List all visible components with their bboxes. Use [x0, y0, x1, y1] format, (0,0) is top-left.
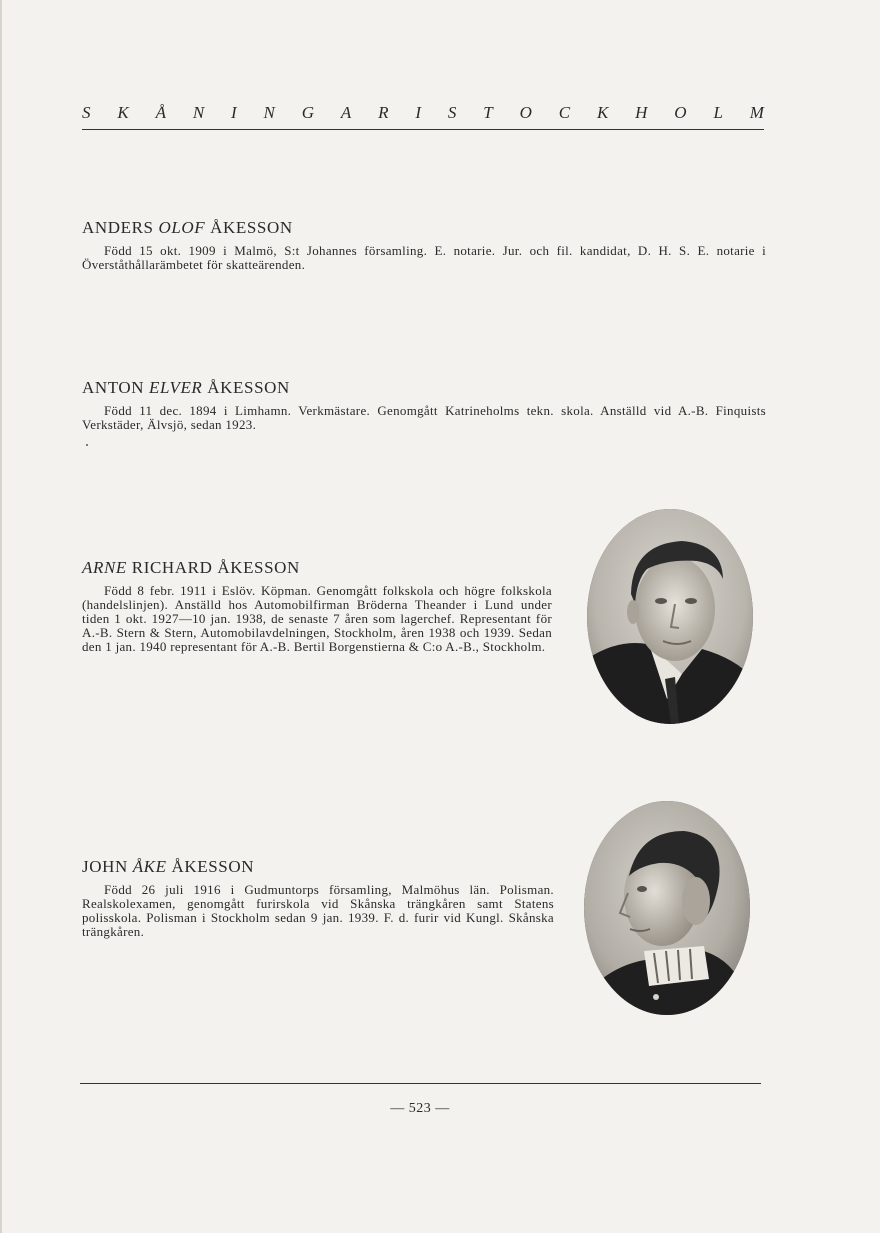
header-letter: T	[483, 103, 493, 122]
header-letter: N	[263, 103, 275, 122]
header-letter: S	[447, 103, 457, 122]
header-letter: S	[82, 103, 91, 122]
header-letter: G	[301, 103, 315, 122]
person-name: JOHN ÅKE ÅKESSON	[82, 857, 255, 876]
person-name: ARNE RICHARD ÅKESSON	[82, 558, 300, 577]
header-letter: I	[415, 103, 422, 122]
portrait-photo-arne	[587, 509, 753, 724]
header-letter: I	[231, 103, 237, 122]
running-header	[82, 103, 764, 130]
header-letter: H	[635, 103, 648, 122]
biography-entry-anton-akesson	[82, 378, 766, 432]
portrait-photo-john	[584, 801, 750, 1015]
biography-entry-anders-akesson	[82, 218, 766, 272]
person-name: ANDERS OLOF ÅKESSON	[82, 218, 293, 237]
person-name: ANTON ELVER ÅKESSON	[82, 378, 290, 397]
biography-text: Född 15 okt. 1909 i Malmö, S:t Johannes församling. E. notarie. Jur. och fil. kandidat, D. H. S. E. notarie i Överståthållarämbetet för skatteärenden.	[82, 243, 766, 272]
stray-mark	[86, 444, 88, 446]
header-letter: O	[674, 103, 687, 122]
header-letter: R	[378, 103, 389, 122]
header-letter: K	[596, 103, 609, 122]
page-number: — 523 —	[390, 1101, 450, 1116]
biography-text: Född 26 juli 1916 i Gudmuntorps församling, Malmöhus län. Polisman. Realskolexamen, genomgått furirskola vid Skånska trängkåren samt Statens polisskola. Polisman i Stockholm sedan 9 jan. 1939. F. d. furir vid Kungl. Skånska trängkåren.	[82, 882, 554, 939]
portrait-photo-arne-image	[587, 509, 753, 724]
header-letter: C	[558, 103, 571, 122]
header-letter: L	[713, 103, 723, 122]
running-header-title	[82, 103, 764, 123]
header-letter: Å	[155, 103, 166, 122]
page-edge	[0, 0, 2, 1233]
biography-entry-arne-akesson	[82, 558, 552, 654]
biography-entry-john-akesson	[82, 857, 554, 939]
header-letter: M	[749, 103, 764, 122]
header-letter: O	[519, 103, 532, 122]
header-letter: N	[192, 103, 205, 122]
footer-rule	[80, 1083, 761, 1084]
header-letter: K	[117, 103, 129, 122]
portrait-photo-john-image	[584, 801, 750, 1015]
biography-text: Född 11 dec. 1894 i Limhamn. Verkmästare. Genomgått Katrineholms tekn. skola. Anställd vid A.-B. Finquists Verkstäder, Älvsjö, sedan 1923.	[82, 403, 766, 432]
header-letter: A	[340, 103, 352, 122]
biography-text: Född 8 febr. 1911 i Eslöv. Köpman. Genomgått folkskola och högre folkskola (handelslinjen). Anställd hos Automobilfirman Bröderna Theander i Lund under tiden 1 okt. 1927—10 jan. 1938, de senaste 7 åren som lagerchef. Representant för A.-B. Stern & Stern, Automobilavdelningen, Stockholm, åren 1938 och 1939. Sedan den 1 jan. 1940 representant för A.-B. Bertil Borgenstierna & C:o A.-B., Stockholm.	[82, 583, 552, 654]
